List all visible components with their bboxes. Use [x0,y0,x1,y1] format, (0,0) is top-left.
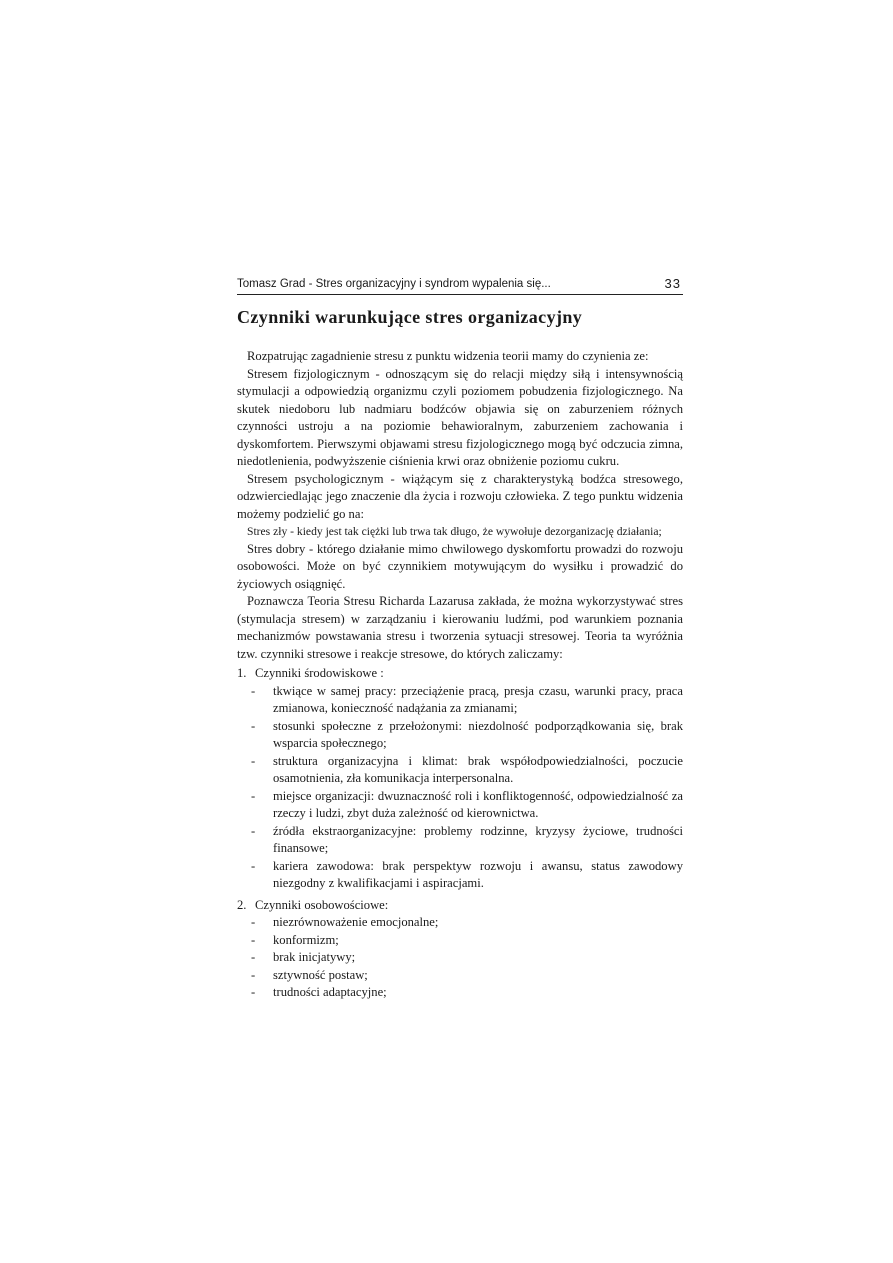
list-item: - niezrównoważenie emocjonalne; [237,914,683,932]
list-number: 1. [237,666,247,680]
paragraph: Stres zły - kiedy jest tak ciężki lub trwa tak długo, że wywołuje dezorganizację działania; [247,525,662,538]
list-number: 2. [237,897,247,912]
list-item: - kariera zawodowa: brak perspektyw rozwoju i awansu, status zawodowy niezgodny z kwalifikacjami i aspiracjami. [237,858,683,893]
paragraph: Poznawcza Teoria Stresu Richarda Lazarusa zakłada, że można wykorzystywać stres (stymulacja stresem) w zarządzaniu i kierowaniu ludźmi, pod warunkiem poznania mechanizmów powstawania stresu i tworzenia sytuacji stresowej. Teoria ta wyróżnia tzw. czynniki stresowe i reakcje stresowe, do których zaliczamy: [237,594,683,661]
list-item: - sztywność postaw; [237,967,683,985]
list-heading: Czynniki osobowościowe: [255,897,389,912]
paragraph: Stresem fizjologicznym - odnoszącym się do relacji między siłą i intensywnością stymulacji a odpowiedzią organizmu czyli poziomem pobudzenia fizjologicznego. Na skutek niedoboru lub nadmiaru bodźców objawia się on zaburzeniem różnych czynności ustroju a na poziomie behawioralnym, zaburzeniem zachowania i dyskomfortem. Pierwszymi objawami stresu fizjologicznego mogą być odczucia zimna, niedotlenienia, podwyższenie ciśnienia krwi oraz obniżenie poziomu cukru. [237,366,683,468]
numbered-list-item-1 [237,665,683,893]
list-heading: Czynniki środowiskowe : [255,666,384,680]
paragraph: Stresem psychologicznym - wiążącym się z charakterystyką bodźca stresowego, odzwierciedlając jego znaczenie dla życia i rozwoju człowieka. Z tego punktu widzenia możemy podzielić go na: [237,471,683,521]
list-item: - struktura organizacyjna i klimat: brak współodpowiedzialności, poczucie osamotnienia, zła komunikacja interpersonalna. [237,753,683,788]
list-item: - tkwiące w samej pracy: przeciążenie pracą, presja czasu, warunki pracy, praca zmianowa, konieczność nadążania za zmianami; [237,683,683,718]
list-item: - brak inicjatywy; [237,949,683,967]
list-item: - konformizm; [237,932,683,950]
running-header [237,276,683,295]
list-item: - źródła ekstraorganizacyjne: problemy rodzinne, kryzysy życiowe, trudności finansowe; [237,823,683,858]
list-item: - miejsce organizacji: dwuznaczność roli i konfliktogenność, odpowiedzialność za rzeczy i ludzi, zbyt duża zależność od kierownictwa. [237,788,683,823]
document-page [237,276,683,1002]
list-item: - trudności adaptacyjne; [237,984,683,1002]
dash-list [237,683,683,893]
paragraph: Rozpatrując zagadnienie stresu z punktu widzenia teorii mamy do czynienia ze: [247,349,649,363]
page-number: 33 [664,276,681,291]
dash-list [237,914,683,1002]
body-text [237,348,683,1002]
numbered-list-item-2 [237,897,683,1002]
list-item: - stosunki społeczne z przełożonymi: niezdolność podporządkowania się, brak wsparcia społecznego; [237,718,683,753]
paragraph: Stres dobry - którego działanie mimo chwilowego dyskomfortu prowadzi do rozwoju osobowości. Może on być czynnikiem motywującym do wysiłku i prowadzić do życiowych osiągnięć. [237,541,683,591]
section-title: Czynniki warunkujące stres organizacyjny [237,307,583,327]
running-title: Tomasz Grad - Stres organizacyjny i syndrom wypalenia się... [237,278,551,290]
